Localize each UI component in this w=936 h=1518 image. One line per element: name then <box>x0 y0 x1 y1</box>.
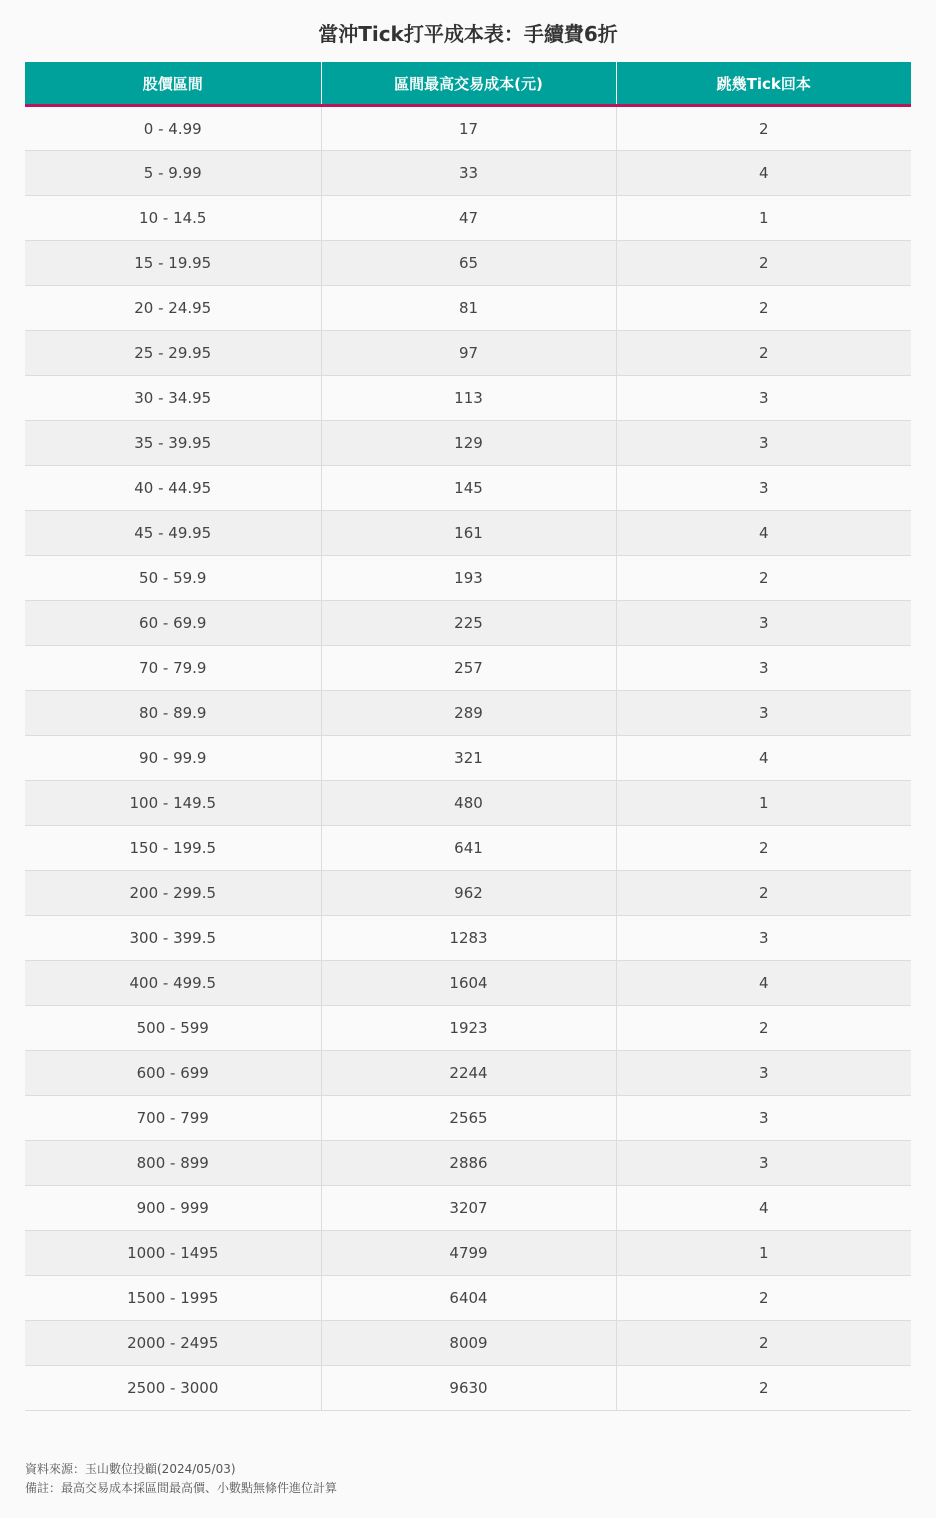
table-row <box>25 421 911 466</box>
table-row <box>25 1051 911 1096</box>
cell-price-range: 2000 - 2495 <box>25 1321 321 1366</box>
table-row <box>25 466 911 511</box>
cell-max-cost: 2244 <box>321 1051 616 1096</box>
page-title: 當沖Tick打平成本表：手續費6折 <box>318 22 618 46</box>
cell-ticks: 3 <box>616 691 911 736</box>
source-note: 資料來源：玉山數位投顧(2024/05/03) <box>25 1462 236 1476</box>
header-ticks-to-breakeven: 跳幾Tick回本 <box>616 62 911 106</box>
cell-price-range: 500 - 599 <box>25 1006 321 1051</box>
cell-ticks: 3 <box>616 421 911 466</box>
remark-note: 備註：最高交易成本採區間最高價、小數點無條件進位計算 <box>25 1481 338 1495</box>
cell-ticks: 3 <box>616 646 911 691</box>
table-header-row <box>25 62 911 106</box>
table-row <box>25 376 911 421</box>
cell-max-cost: 962 <box>321 871 616 916</box>
table-row <box>25 1141 911 1186</box>
cell-price-range: 50 - 59.9 <box>25 556 321 601</box>
cell-price-range: 1500 - 1995 <box>25 1276 321 1321</box>
cell-ticks: 2 <box>616 1006 911 1051</box>
cell-max-cost: 1923 <box>321 1006 616 1051</box>
cell-max-cost: 129 <box>321 421 616 466</box>
cell-price-range: 400 - 499.5 <box>25 961 321 1006</box>
table-row <box>25 826 911 871</box>
table-row <box>25 1231 911 1276</box>
table-row <box>25 1321 911 1366</box>
cell-price-range: 40 - 44.95 <box>25 466 321 511</box>
cell-ticks: 4 <box>616 1186 911 1231</box>
cell-ticks: 1 <box>616 1231 911 1276</box>
cell-price-range: 80 - 89.9 <box>25 691 321 736</box>
cell-ticks: 4 <box>616 151 911 196</box>
cell-ticks: 2 <box>616 331 911 376</box>
cell-max-cost: 480 <box>321 781 616 826</box>
cell-ticks: 3 <box>616 1051 911 1096</box>
cell-price-range: 150 - 199.5 <box>25 826 321 871</box>
table-row <box>25 916 911 961</box>
table-row <box>25 601 911 646</box>
cell-price-range: 800 - 899 <box>25 1141 321 1186</box>
cell-max-cost: 65 <box>321 241 616 286</box>
cell-max-cost: 225 <box>321 601 616 646</box>
table-body <box>25 106 911 1411</box>
cell-ticks: 3 <box>616 601 911 646</box>
cell-max-cost: 81 <box>321 286 616 331</box>
cell-max-cost: 9630 <box>321 1366 616 1411</box>
table-row <box>25 1006 911 1051</box>
cell-max-cost: 2886 <box>321 1141 616 1186</box>
table-row <box>25 196 911 241</box>
cell-ticks: 3 <box>616 916 911 961</box>
cell-ticks: 1 <box>616 781 911 826</box>
cell-ticks: 3 <box>616 1141 911 1186</box>
cell-max-cost: 97 <box>321 331 616 376</box>
table-row <box>25 646 911 691</box>
cell-max-cost: 641 <box>321 826 616 871</box>
cell-ticks: 1 <box>616 196 911 241</box>
cell-ticks: 4 <box>616 736 911 781</box>
table-row <box>25 781 911 826</box>
cell-price-range: 200 - 299.5 <box>25 871 321 916</box>
cell-price-range: 25 - 29.95 <box>25 331 321 376</box>
cell-max-cost: 4799 <box>321 1231 616 1276</box>
cell-max-cost: 2565 <box>321 1096 616 1141</box>
cell-max-cost: 289 <box>321 691 616 736</box>
cell-max-cost: 1283 <box>321 916 616 961</box>
cell-price-range: 600 - 699 <box>25 1051 321 1096</box>
table-row <box>25 1276 911 1321</box>
cell-ticks: 2 <box>616 241 911 286</box>
cell-max-cost: 161 <box>321 511 616 556</box>
table-row <box>25 331 911 376</box>
cell-ticks: 2 <box>616 871 911 916</box>
table-row <box>25 1186 911 1231</box>
cell-ticks: 3 <box>616 376 911 421</box>
table-row <box>25 151 911 196</box>
header-max-cost: 區間最高交易成本(元) <box>321 62 616 106</box>
table-row <box>25 556 911 601</box>
cell-ticks: 3 <box>616 466 911 511</box>
cell-price-range: 5 - 9.99 <box>25 151 321 196</box>
cell-ticks: 2 <box>616 1366 911 1411</box>
cell-price-range: 15 - 19.95 <box>25 241 321 286</box>
cell-price-range: 1000 - 1495 <box>25 1231 321 1276</box>
cell-max-cost: 47 <box>321 196 616 241</box>
cell-max-cost: 6404 <box>321 1276 616 1321</box>
cell-price-range: 70 - 79.9 <box>25 646 321 691</box>
cell-max-cost: 113 <box>321 376 616 421</box>
cell-ticks: 4 <box>616 961 911 1006</box>
table-row <box>25 511 911 556</box>
cell-ticks: 2 <box>616 1276 911 1321</box>
table-row <box>25 106 911 151</box>
cell-price-range: 300 - 399.5 <box>25 916 321 961</box>
cell-price-range: 35 - 39.95 <box>25 421 321 466</box>
cell-ticks: 2 <box>616 1321 911 1366</box>
cell-max-cost: 1604 <box>321 961 616 1006</box>
cell-max-cost: 3207 <box>321 1186 616 1231</box>
cell-price-range: 700 - 799 <box>25 1096 321 1141</box>
cell-price-range: 10 - 14.5 <box>25 196 321 241</box>
cell-price-range: 60 - 69.9 <box>25 601 321 646</box>
cell-price-range: 20 - 24.95 <box>25 286 321 331</box>
table-row <box>25 241 911 286</box>
table-row <box>25 736 911 781</box>
cell-max-cost: 321 <box>321 736 616 781</box>
table-row <box>25 691 911 736</box>
cell-max-cost: 145 <box>321 466 616 511</box>
cell-price-range: 900 - 999 <box>25 1186 321 1231</box>
cell-price-range: 100 - 149.5 <box>25 781 321 826</box>
cell-ticks: 4 <box>616 511 911 556</box>
cell-ticks: 2 <box>616 826 911 871</box>
table-row <box>25 1096 911 1141</box>
cell-price-range: 2500 - 3000 <box>25 1366 321 1411</box>
cell-ticks: 2 <box>616 106 911 151</box>
cell-price-range: 90 - 99.9 <box>25 736 321 781</box>
cell-price-range: 45 - 49.95 <box>25 511 321 556</box>
cell-max-cost: 257 <box>321 646 616 691</box>
cell-max-cost: 17 <box>321 106 616 151</box>
cell-ticks: 2 <box>616 556 911 601</box>
table-row <box>25 961 911 1006</box>
cell-price-range: 0 - 4.99 <box>25 106 321 151</box>
cell-ticks: 3 <box>616 1096 911 1141</box>
cell-max-cost: 33 <box>321 151 616 196</box>
table-row <box>25 1366 911 1411</box>
cell-ticks: 2 <box>616 286 911 331</box>
footnotes <box>25 1460 337 1498</box>
header-price-range: 股價區間 <box>25 62 321 106</box>
table-row <box>25 286 911 331</box>
cell-max-cost: 193 <box>321 556 616 601</box>
cell-max-cost: 8009 <box>321 1321 616 1366</box>
cell-price-range: 30 - 34.95 <box>25 376 321 421</box>
tick-cost-table <box>25 62 911 1411</box>
table-row <box>25 871 911 916</box>
